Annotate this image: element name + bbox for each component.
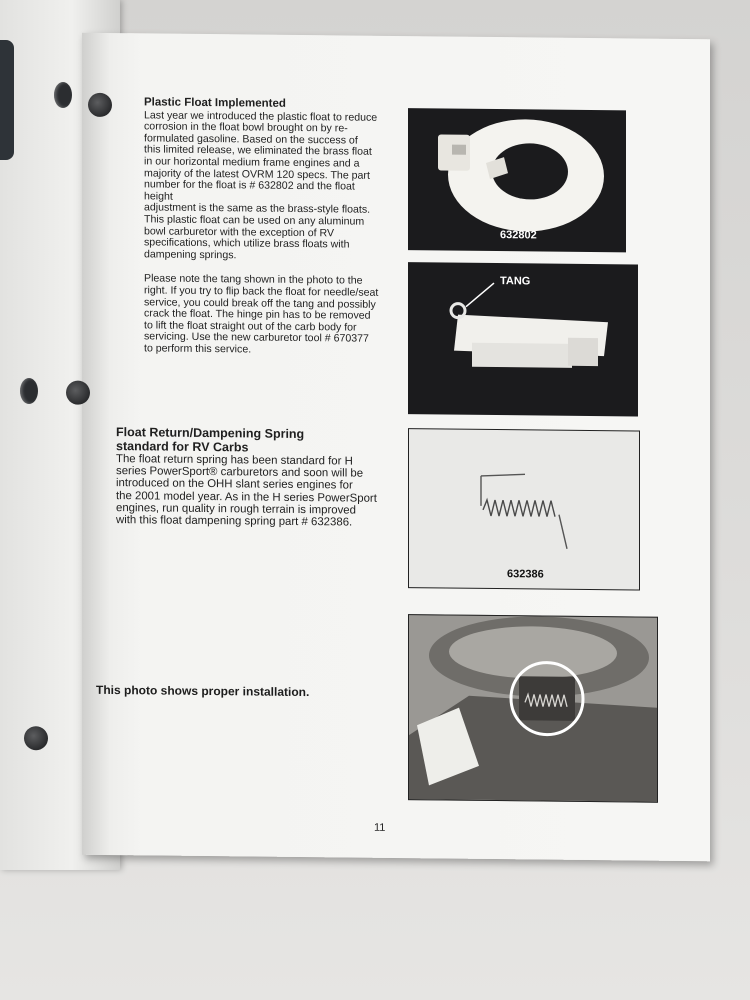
binder-ring-middle: [20, 378, 38, 404]
installation-caption: This photo shows proper installation.: [96, 682, 310, 700]
text-line: bowl carburetor with the exception of RV: [144, 224, 335, 239]
binder-ring-top: [54, 82, 72, 108]
page-number: 11: [374, 821, 386, 834]
text-line: dampening springs.: [144, 248, 237, 262]
text-line: the 2001 model year. As in the H series PowerSport: [116, 489, 377, 505]
tang-photo: [408, 262, 638, 416]
text-line: in our horizontal medium frame engines and a: [144, 155, 360, 170]
punch-hole-middle: [66, 381, 90, 405]
text-line: formulated gasoline. Based on the success of: [144, 132, 358, 147]
text-line: introduced on the OHH slant series engines for: [116, 477, 353, 492]
punch-hole-top: [88, 93, 112, 117]
spring-illustration: [409, 429, 639, 589]
text-line: to lift the float straight out of the carb body for: [144, 319, 357, 334]
installation-photo: [408, 614, 658, 803]
text-line: servicing. Use the new carburetor tool # 670377: [144, 330, 369, 345]
spring-photo: [408, 428, 640, 590]
section-paragraph-2: [144, 274, 384, 358]
text-line: to perform this service.: [144, 342, 252, 356]
text-line: adjustment is the same as the brass-style floats.: [144, 201, 371, 217]
text-line: this limited release, we eliminated the brass float: [144, 143, 372, 159]
text-line: series PowerSport® carburetors and soon will be: [116, 465, 364, 480]
text-line: with this float dampening spring part # 632386.: [116, 514, 353, 529]
punch-hole-bottom: [24, 726, 48, 750]
tang-label: TANG: [500, 275, 531, 288]
text-line: majority of the latest OVRM 120 specs. The part: [144, 166, 370, 182]
section-paragraph-1: [144, 110, 384, 263]
section-paragraph: [116, 453, 384, 529]
section-heading: Float Return/Dampening Spring: [116, 425, 305, 442]
text-line: This plastic float can be used on any aluminum: [144, 213, 365, 228]
section-heading: Plastic Float Implemented: [144, 96, 286, 110]
spring-part-number: 632386: [507, 568, 544, 581]
text-line: specifications, which utilize brass floats with: [144, 236, 350, 251]
float-photo: [408, 108, 626, 252]
text-line: The float return spring has been standard for H: [116, 453, 353, 468]
back-sheet-dark-edge: [0, 40, 14, 160]
text-line: corrosion in the float bowl brought on by re-: [144, 120, 348, 135]
text-line: Last year we introduced the plastic float to reduce: [144, 108, 378, 124]
text-line: engines, run quality in rough terrain is improved: [116, 501, 356, 517]
installation-illustration: [409, 615, 657, 802]
text-line: crack the float. The hinge pin has to be removed: [144, 307, 371, 322]
text-line: service, you could break off the tang and possibly: [144, 295, 376, 311]
section-dampening-spring: [116, 425, 384, 529]
section-plastic-float: [144, 97, 384, 357]
section-heading: standard for RV Carbs: [116, 439, 249, 455]
text-line: number for the float is # 632802 and the float height: [144, 178, 355, 203]
float-part-number: 632802: [500, 229, 537, 242]
manual-page: [82, 33, 710, 862]
text-line: Please note the tang shown in the photo to the: [144, 272, 363, 287]
text-line: right. If you try to flip back the float for needle/seat: [144, 284, 379, 299]
